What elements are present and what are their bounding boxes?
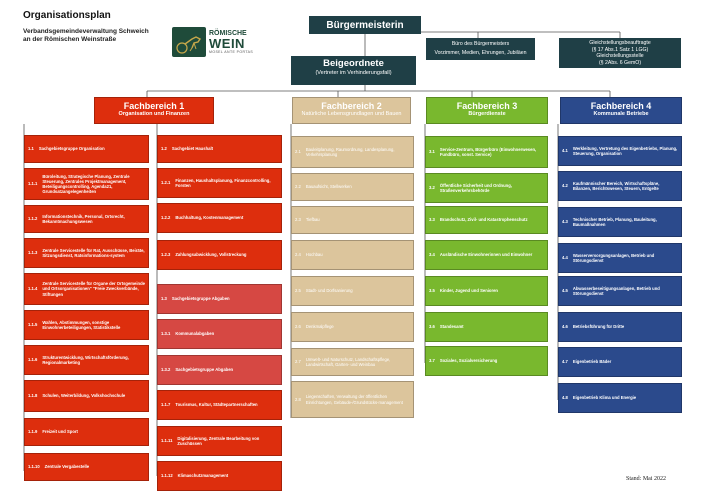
unit-number: 1.1.10 — [28, 464, 40, 470]
unit-number: 3.6 — [429, 324, 435, 330]
unit-number: 1.1.5 — [28, 322, 38, 328]
unit-number: 2.3 — [295, 217, 301, 223]
unit-number: 2.7 — [295, 359, 301, 365]
unit-1-1-2 — [24, 205, 149, 233]
unit-number: 1.1.4 — [28, 286, 38, 292]
unit-number: 4.7 — [562, 359, 568, 365]
unit-1-1-8 — [24, 380, 149, 412]
unit-label: Standesamt — [439, 324, 464, 330]
unit-4-7 — [558, 347, 682, 377]
unit-label: Werkleitung, Vertretung des Eigenbetriebs, Planung, Steuerung, Organisation — [572, 145, 678, 156]
logo-text-1: RÖMISCHE — [209, 30, 247, 37]
unit-2-7 — [291, 348, 414, 376]
unit-number: 3.2 — [429, 185, 435, 191]
unit-number: 3.3 — [429, 217, 435, 223]
unit-label: Zentrale Vergabestelle — [44, 464, 90, 470]
unit-label: Betriebsführung für Dritte — [572, 324, 625, 330]
unit-label: Eigenbetrieb Klima und Energie — [572, 395, 637, 401]
unit-2-4 — [291, 240, 414, 270]
department-2-header — [292, 97, 411, 124]
unit-1-2-1 — [157, 168, 282, 198]
unit-label: Umwelt- und Naturschutz, Landschaftspflege, Landwirtschaft, Garten- und Weinbau — [305, 356, 391, 367]
unit-label: Sachgebietsgruppe Abgaben — [175, 367, 234, 373]
unit-number: 1.3.2 — [161, 367, 171, 373]
unit-label: Bauleitplanung, Raumordnung, Landesplanung, Verkehrsplanung — [305, 146, 395, 157]
unit-label: Wahlen, Abstimmungen, sonstige Einwohnerbeteiligungen, Statistikstelle — [42, 319, 121, 330]
unit-label: Sachgebiet Haushalt — [171, 146, 214, 152]
unit-4-1 — [558, 136, 682, 166]
unit-2-2 — [291, 173, 414, 201]
unit-label: Liegenschaften, Verwaltung der öffentlichen Einrichtungen, Gebäude-/Grundstücks-management — [305, 394, 403, 405]
unit-label: Zahlungsabwicklung, Vollstreckung — [175, 252, 247, 258]
unit-1-2-3 — [157, 240, 282, 270]
department-1-header — [94, 97, 214, 124]
unit-4-3 — [558, 207, 682, 237]
unit-label: Öffentliche Sicherheit und Ordnung, Straßenverkehrsbehörde — [439, 182, 512, 193]
unit-4-4 — [558, 243, 682, 273]
subtitle-line-1: Verbandsgemeindeverwaltung Schweich — [23, 28, 149, 35]
unit-1-1-7 — [157, 390, 282, 420]
unit-label: Soziales, Sozialversicherung — [439, 358, 498, 364]
unit-number: 4.8 — [562, 395, 568, 401]
unit-number: 4.6 — [562, 324, 568, 330]
unit-number: 2.6 — [295, 324, 301, 330]
equality-line-2: (§ 17 Abs.1 Satz 1 LGG) — [591, 46, 649, 53]
unit-3-3 — [425, 206, 548, 234]
equality-box — [559, 38, 681, 68]
unit-number: 1.1.11 — [161, 438, 173, 444]
deputy-subtitle: (Vertreter im Verhinderungsfall) — [315, 70, 392, 76]
unit-label: Stadt- und Dorfsanierung — [305, 288, 353, 294]
unit-number: 4.4 — [562, 255, 568, 261]
unit-4-6 — [558, 312, 682, 342]
unit-label: Wasserversorgungsanlagen, Betrieb und Störungsdienst — [572, 252, 655, 263]
unit-label: Schulen, Weiterbildung, Volkshochschule — [42, 393, 126, 399]
unit-label: Digitalisierung, Zentrale Bearbeitung von Zuschüssen — [177, 435, 260, 446]
unit-number: 3.5 — [429, 288, 435, 294]
unit-label: Eigenbetrieb Bäder — [572, 359, 612, 365]
unit-number: 2.1 — [295, 149, 301, 155]
unit-label: Brandschutz, Zivil- und Katastrophenschutz — [439, 217, 528, 223]
unit-number: 2.8 — [295, 396, 301, 402]
department-2-subtitle: Natürliche Lebensgrundlagen und Bauen — [301, 111, 402, 117]
unit-number: 1.3.1 — [161, 331, 171, 337]
unit-3-6 — [425, 312, 548, 342]
unit-number: 2.4 — [295, 252, 301, 258]
unit-number: 1.1.7 — [161, 402, 171, 408]
unit-label: Informationstechnik, Personal, Ortsrecht, Bekanntmachungswesen — [42, 213, 125, 224]
unit-4-5 — [558, 276, 682, 306]
unit-label: Finanzen, Haushaltsplanung, Finanzcontrolling, Forsten — [175, 177, 271, 188]
unit-label: Zentrale Servicestelle für Rat, Ausschüsse, Beiräte, Sitzungsdienst, Ratsinformations-system — [42, 247, 145, 258]
unit-3-4 — [425, 240, 548, 270]
unit-number: 1.1.8 — [28, 393, 38, 399]
unit-label: Klimaschutzmanagement — [177, 473, 229, 479]
unit-label: Abwasserbeseitigungsanlagen, Betrieb und Störungsdienst — [572, 285, 660, 296]
unit-2-6 — [291, 312, 414, 342]
department-2-title: Fachbereich 2 — [321, 101, 382, 111]
horse-chariot-icon — [172, 27, 206, 57]
unit-1-1-3 — [24, 238, 149, 268]
department-1-subtitle: Organisation und Finanzen — [118, 111, 190, 117]
department-4-header — [560, 97, 682, 124]
unit-4-8 — [558, 383, 682, 413]
unit-number: 1.3 — [161, 296, 167, 302]
unit-number: 1.1 — [28, 146, 34, 152]
unit-label: Tiefbau — [305, 217, 320, 223]
deputy-title: Beigeordnete — [323, 58, 384, 69]
unit-number: 4.5 — [562, 288, 568, 294]
unit-1-2-2 — [157, 203, 282, 233]
logo-text-2: WEIN — [209, 36, 245, 51]
page-title: Organisationsplan — [23, 10, 111, 21]
unit-4-2 — [558, 171, 682, 201]
unit-number: 1.1.12 — [161, 473, 173, 479]
unit-number: 2.5 — [295, 288, 301, 294]
unit-1-1 — [24, 135, 149, 163]
unit-number: 1.2.1 — [161, 180, 171, 186]
unit-number: 4.2 — [562, 183, 568, 189]
unit-number: 3.4 — [429, 252, 435, 258]
unit-3-2 — [425, 173, 548, 203]
unit-1-1-10 — [24, 453, 149, 481]
unit-1-3 — [157, 284, 282, 314]
unit-label: Bauaufsicht, Stellwerken — [305, 184, 352, 190]
subtitle-line-2: an der Römischen Weinstraße — [23, 36, 117, 43]
unit-number: 4.3 — [562, 219, 568, 225]
department-3-subtitle: Bürgerdienste — [468, 111, 506, 117]
equality-line-1: Gleichstellungsbeauftragte — [589, 40, 651, 46]
unit-number: 1.2.3 — [161, 252, 171, 258]
unit-2-3 — [291, 206, 414, 234]
department-4-subtitle: Kommunale Betriebe — [593, 111, 649, 117]
unit-label: Strukturentwicklung, Wirtschaftsförderung, Regionalmarketing — [42, 354, 129, 365]
logo — [172, 27, 253, 57]
department-3-header — [426, 97, 548, 124]
office-line-1: Büro des Bürgermeisters — [451, 41, 510, 47]
office-box — [426, 38, 535, 60]
unit-label: Freizeit und Sport — [42, 429, 78, 435]
unit-label: Hochbau — [305, 252, 323, 258]
unit-label: Büroleitung, Strategische Planung, Zentrale Steuerung, Zentrales Projektmanagement, Beteiligungscontrolling, Agenda21, Grundsatzangelegenheiten — [42, 173, 130, 195]
unit-label: Service-Zentrum, Bürgerbüro (Einwohnerwesen, Fundbüro, sonst. Service) — [439, 146, 537, 157]
unit-number: 1.2.2 — [161, 215, 171, 221]
unit-number: 1.1.2 — [28, 216, 38, 222]
equality-line-3: Gleichstellungsstelle — [596, 53, 644, 59]
deputy-box — [291, 56, 416, 85]
unit-3-1 — [425, 136, 548, 168]
unit-number: 3.1 — [429, 149, 435, 155]
unit-number: 3.7 — [429, 358, 435, 364]
unit-1-1-4 — [24, 273, 149, 305]
unit-label: Kommunalabgaben — [175, 331, 215, 337]
unit-1-3-2 — [157, 355, 282, 385]
logo-text-3: MOSEL ANTE PORTAS — [209, 50, 254, 54]
mayor-title: Bürgermeisterin — [326, 19, 404, 31]
unit-1-1-12 — [157, 461, 282, 491]
unit-2-5 — [291, 276, 414, 306]
unit-number: 2.2 — [295, 184, 301, 190]
unit-label: Zentrale Servicestelle für Organe der Ortsgemeinde und Ortsorganisationen" "Freie Zweckverbände, Stiftungen — [42, 281, 145, 297]
mayor-box — [309, 16, 421, 34]
unit-number: 1.1.9 — [28, 429, 38, 435]
unit-label: Buchhaltung, Kostenmanagement — [175, 215, 244, 221]
unit-label: Sachgebietsgruppe Organisation — [38, 146, 105, 152]
department-3-title: Fachbereich 3 — [456, 101, 518, 111]
unit-1-1-6 — [24, 345, 149, 375]
unit-1-1-1 — [24, 168, 149, 200]
unit-1-1-5 — [24, 310, 149, 340]
unit-1-3-1 — [157, 319, 282, 349]
equality-line-4: (§ 2Abs. 6 GemO) — [598, 59, 642, 66]
unit-1-1-9 — [24, 418, 149, 446]
unit-label: Denkmalpflege — [305, 324, 334, 330]
unit-number: 1.1.1 — [28, 181, 38, 187]
unit-number: 1.1.3 — [28, 250, 38, 256]
unit-label: Tourismus, Kultur, Städtepartnerschaften — [175, 402, 258, 408]
unit-label: Kinder, Jugend und Senioren — [439, 288, 498, 294]
unit-1-2 — [157, 135, 282, 163]
unit-label: Technischer Betrieb, Planung, Bauleitung, Baumaßnahmen — [572, 216, 657, 227]
department-4-title: Fachbereich 4 — [590, 101, 652, 111]
department-1-title: Fachbereich 1 — [123, 101, 185, 111]
unit-label: Sachgebietsgruppe Abgaben — [171, 296, 230, 302]
unit-3-5 — [425, 276, 548, 306]
unit-number: 1.1.6 — [28, 357, 38, 363]
unit-label: Kaufmännischer Bereich, Wirtschaftspläne, Bilanzen, Berichtswesen, Steuern, Entgelte — [572, 180, 660, 191]
unit-number: 1.2 — [161, 146, 167, 152]
unit-1-1-11 — [157, 426, 282, 456]
unit-2-8 — [291, 381, 414, 418]
unit-number: 4.1 — [562, 148, 568, 154]
unit-label: Ausländische Einwohnerinnen und Einwohner — [439, 252, 533, 258]
stand-date: Stand: Mai 2022 — [626, 476, 666, 482]
unit-2-1 — [291, 136, 414, 168]
office-line-2: Vorzimmer, Medien, Ehrungen, Jubiläen — [434, 49, 527, 56]
unit-3-7 — [425, 346, 548, 376]
